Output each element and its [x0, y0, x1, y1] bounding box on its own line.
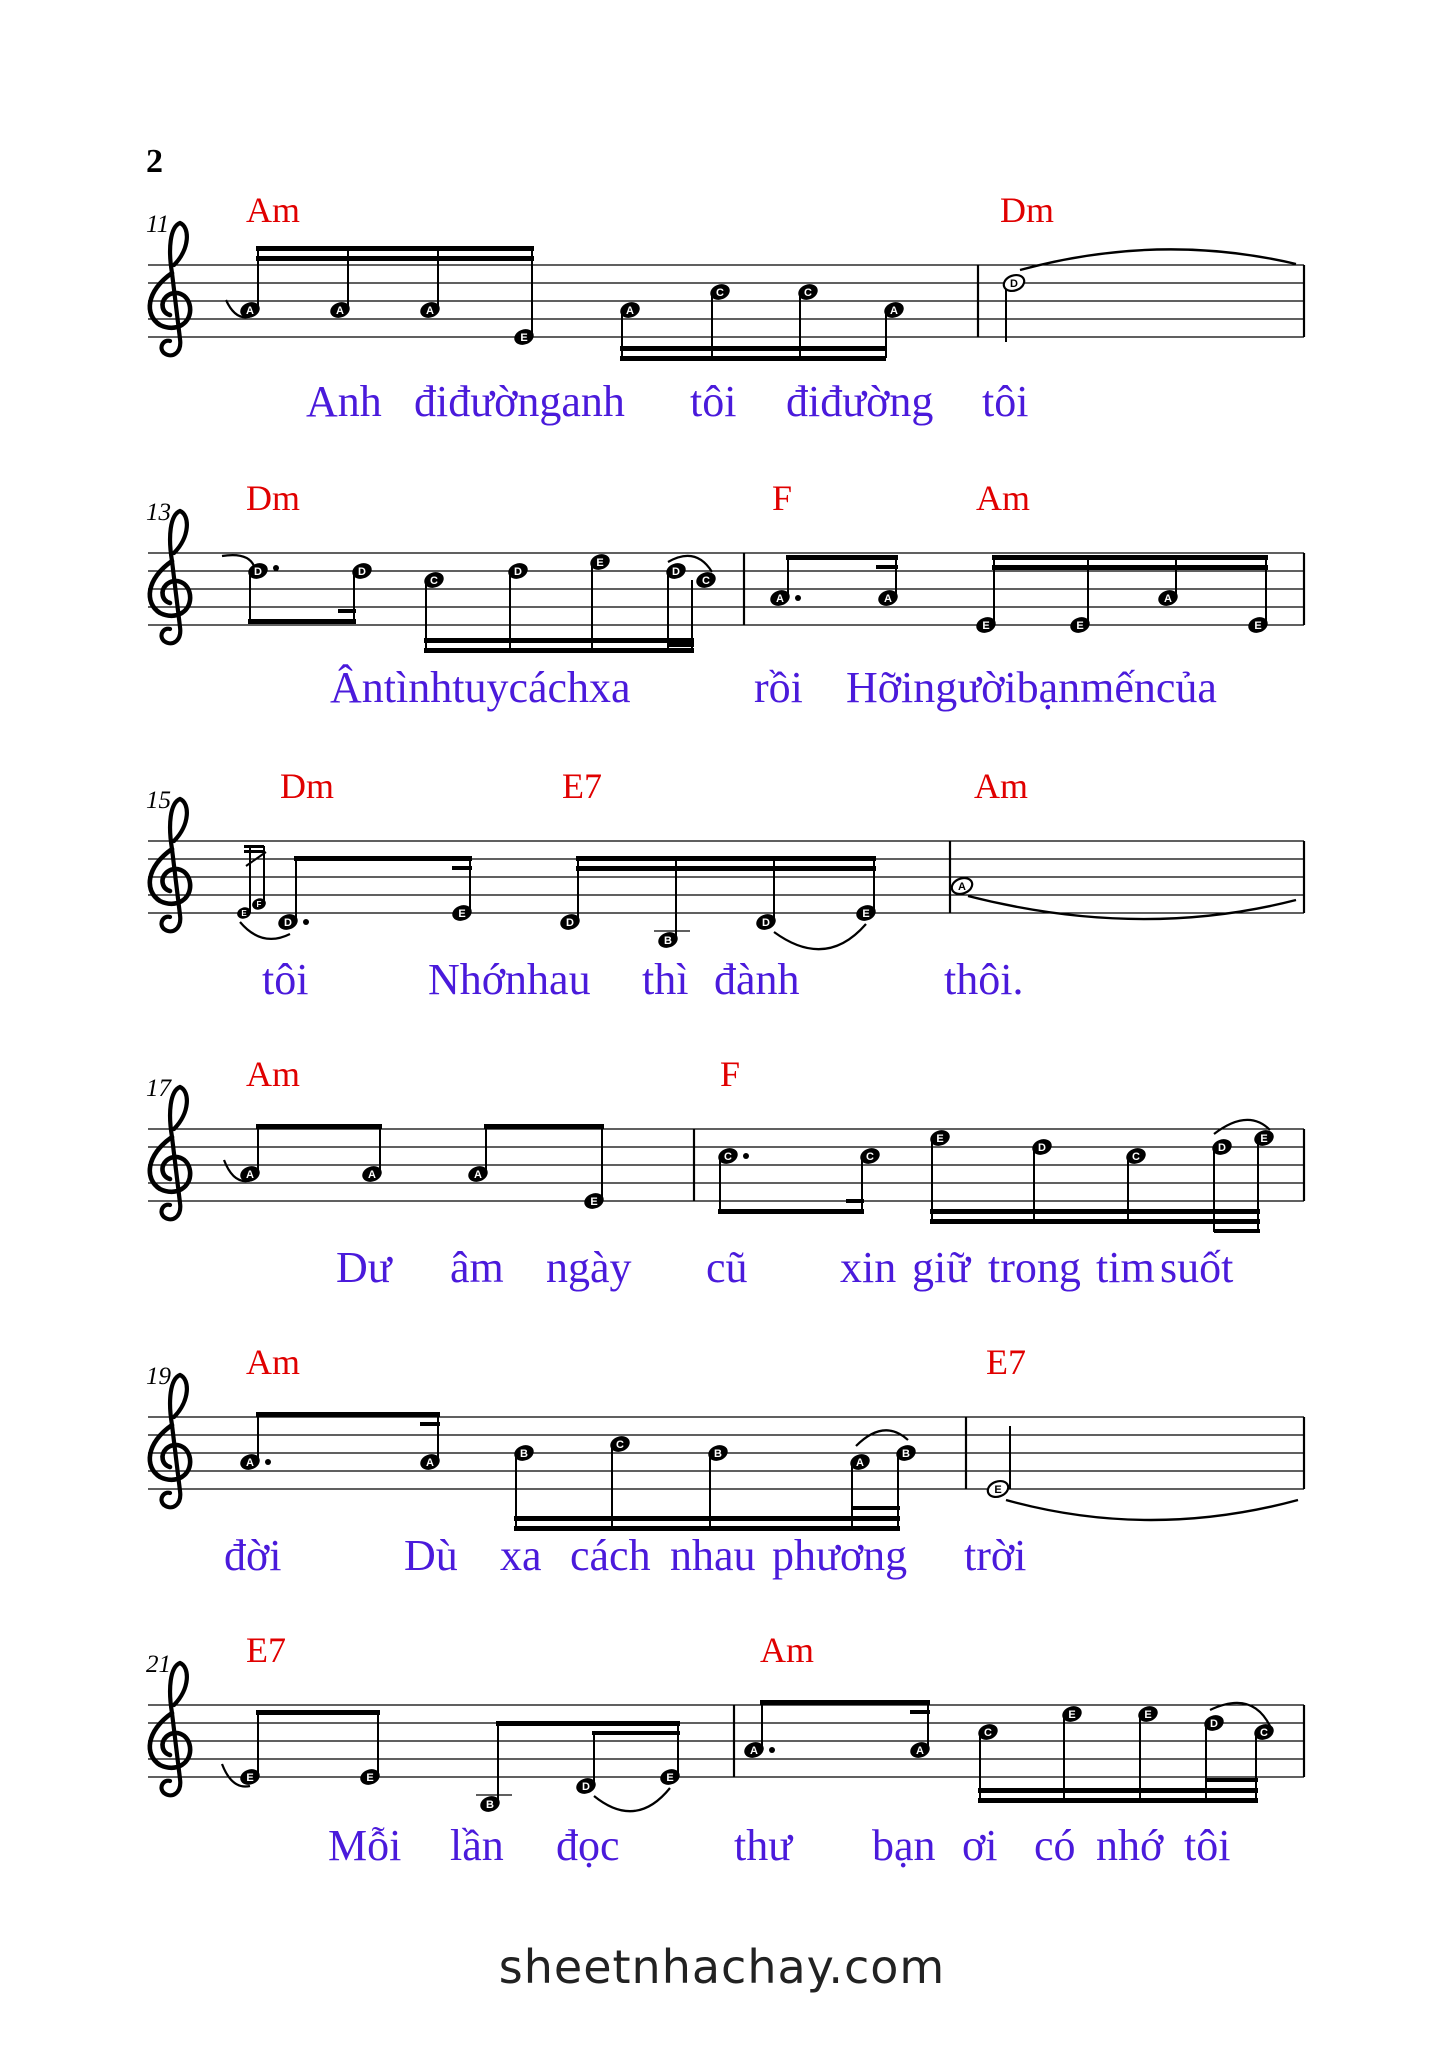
lyric: đời: [224, 1531, 282, 1580]
svg-text:E: E: [1254, 620, 1262, 632]
svg-text:E: E: [458, 908, 466, 920]
svg-text:A: A: [246, 1457, 254, 1469]
lyric: điđường: [786, 377, 934, 426]
svg-text:D: D: [762, 917, 770, 929]
staff-lines: [148, 1705, 1304, 1777]
svg-text:E: E: [246, 1772, 254, 1784]
chord-symbol: Am: [246, 190, 300, 230]
lyric: đọc: [556, 1821, 620, 1870]
chord-symbol: Am: [246, 1054, 300, 1094]
measure-number: 15: [146, 787, 171, 814]
staff-lines: [148, 265, 1304, 337]
svg-text:A: A: [750, 1745, 758, 1757]
svg-text:A: A: [890, 305, 898, 317]
svg-text:D: D: [254, 566, 262, 578]
lyric: điđườnganh: [414, 377, 625, 426]
lyric: có: [1034, 1821, 1076, 1870]
page-number: 2: [146, 143, 163, 180]
notehead: [476, 1794, 512, 1815]
svg-text:E: E: [366, 1772, 374, 1784]
lyric: Anh: [306, 377, 382, 426]
treble-clef-icon: [150, 223, 190, 355]
svg-text:E: E: [982, 620, 990, 632]
beam-group: [244, 845, 876, 871]
svg-text:C: C: [430, 575, 438, 587]
chord-symbol: E7: [562, 766, 602, 806]
svg-text:C: C: [702, 575, 710, 587]
svg-text:E: E: [1076, 620, 1084, 632]
svg-text:C: C: [616, 1439, 624, 1451]
notehead: [742, 1740, 775, 1761]
notehead: [694, 570, 718, 591]
svg-text:D: D: [1218, 1142, 1226, 1154]
chord-symbol: F: [772, 478, 793, 518]
svg-text:D: D: [672, 566, 680, 578]
svg-text:E: E: [1068, 1709, 1076, 1721]
svg-text:A: A: [336, 305, 344, 317]
measure-number: 19: [146, 1363, 171, 1390]
svg-text:E: E: [1260, 1133, 1268, 1145]
lyric: xa: [500, 1531, 542, 1580]
svg-text:E: E: [666, 1772, 674, 1784]
chord-symbol: Am: [760, 1630, 814, 1670]
measure-number: 17: [146, 1075, 171, 1102]
svg-text:D: D: [566, 917, 574, 929]
lyric: xin: [840, 1243, 897, 1292]
slur: [594, 1788, 670, 1811]
svg-text:F: F: [256, 900, 262, 909]
system-4: [146, 1054, 1304, 1292]
svg-text:E: E: [862, 908, 870, 920]
lyric: Nhớnhau: [428, 955, 591, 1004]
svg-text:A: A: [246, 1169, 254, 1181]
lyric: thôi.: [944, 955, 1024, 1004]
svg-text:A: A: [1164, 593, 1172, 605]
svg-text:D: D: [1210, 1718, 1218, 1730]
lyric: thư: [734, 1821, 793, 1870]
treble-clef-icon: [150, 1087, 190, 1219]
svg-text:E: E: [241, 909, 247, 918]
svg-text:A: A: [426, 1457, 434, 1469]
svg-text:A: A: [246, 305, 254, 317]
lyric: tôi: [262, 955, 309, 1004]
svg-text:D: D: [284, 917, 292, 929]
lyric: đành: [714, 955, 800, 1004]
staff-lines: [148, 1129, 1304, 1201]
system-3: [146, 766, 1304, 1004]
tie: [968, 896, 1296, 919]
svg-text:D: D: [1038, 1142, 1046, 1154]
chord-symbol: E7: [246, 1630, 286, 1670]
svg-text:A: A: [958, 881, 966, 893]
lyric: thì: [642, 955, 689, 1004]
svg-text:A: A: [776, 593, 784, 605]
lyric: tôi: [1184, 1821, 1231, 1870]
lyric: nhau: [670, 1531, 756, 1580]
stems: [258, 1126, 1258, 1232]
lyric: Dù: [404, 1531, 458, 1580]
measure-number: 21: [146, 1651, 171, 1678]
svg-text:B: B: [714, 1448, 722, 1460]
lyric: nhớ: [1096, 1821, 1164, 1870]
chord-symbol: F: [720, 1054, 741, 1094]
chord-symbol: Am: [976, 478, 1030, 518]
svg-text:C: C: [1260, 1727, 1268, 1739]
lyric: tôi: [690, 377, 737, 426]
notehead: [276, 912, 309, 933]
treble-clef-icon: [150, 799, 190, 931]
svg-text:E: E: [1144, 1709, 1152, 1721]
chord-symbol: Dm: [1000, 190, 1054, 230]
lyric: cách: [570, 1531, 651, 1580]
tie: [1006, 1500, 1298, 1520]
svg-text:A: A: [626, 305, 634, 317]
measure-number: 11: [146, 211, 170, 238]
lyric: trong: [988, 1243, 1081, 1292]
lyric: suốt: [1160, 1243, 1234, 1292]
lyric: trời: [964, 1531, 1027, 1580]
lyric: phương: [772, 1531, 908, 1580]
svg-text:C: C: [984, 1727, 992, 1739]
svg-text:E: E: [994, 1484, 1002, 1496]
svg-text:E: E: [520, 332, 528, 344]
lyric: tôi: [982, 377, 1029, 426]
lyric: lần: [450, 1821, 504, 1870]
notehead: [1252, 1128, 1276, 1149]
svg-text:C: C: [1132, 1151, 1140, 1163]
svg-text:C: C: [804, 287, 812, 299]
svg-text:E: E: [936, 1133, 944, 1145]
lyric: giữ: [912, 1243, 971, 1292]
beam-group: [248, 555, 1268, 653]
system-2: [146, 478, 1304, 712]
half-note: [986, 1478, 1011, 1499]
svg-text:A: A: [474, 1169, 482, 1181]
staff-lines: [148, 841, 1304, 913]
lyric: âm: [450, 1243, 504, 1292]
lyric: tim: [1096, 1243, 1155, 1292]
svg-text:C: C: [716, 287, 724, 299]
system-6: [146, 1630, 1304, 1870]
lyric: bạn: [872, 1821, 936, 1870]
beam-group: [256, 246, 886, 361]
svg-text:C: C: [724, 1151, 732, 1163]
svg-text:D: D: [1010, 278, 1018, 290]
svg-text:E: E: [596, 557, 604, 569]
svg-text:D: D: [582, 1781, 590, 1793]
svg-text:A: A: [884, 593, 892, 605]
slur: [774, 924, 866, 949]
site-watermark: sheetnhachay.com: [498, 1940, 946, 1994]
svg-text:D: D: [358, 566, 366, 578]
treble-clef-icon: [150, 1663, 190, 1795]
svg-text:A: A: [856, 1457, 864, 1469]
svg-text:C: C: [866, 1151, 874, 1163]
lyric: cũ: [706, 1243, 748, 1292]
svg-text:A: A: [916, 1745, 924, 1757]
lyric: ngày: [546, 1243, 632, 1292]
slur: [856, 1430, 908, 1446]
system-1: [146, 190, 1304, 426]
svg-text:B: B: [902, 1448, 910, 1460]
tie: [222, 555, 254, 566]
treble-clef-icon: [150, 1375, 190, 1507]
lyric: Dư: [336, 1243, 392, 1292]
lyric: rồi: [754, 663, 803, 712]
lyric: Mỗi: [328, 1821, 402, 1870]
chord-symbol: Dm: [246, 478, 300, 518]
svg-text:B: B: [486, 1799, 494, 1811]
staff-lines: [148, 553, 1304, 625]
slur: [1020, 249, 1296, 270]
chord-symbol: E7: [986, 1342, 1026, 1382]
lyric: ơi: [962, 1821, 998, 1870]
svg-text:E: E: [590, 1196, 598, 1208]
chord-symbol: Am: [974, 766, 1028, 806]
half-note: [950, 875, 975, 896]
svg-text:D: D: [514, 566, 522, 578]
notehead: [238, 1452, 271, 1473]
svg-text:A: A: [426, 305, 434, 317]
notehead: [654, 930, 690, 951]
treble-clef-icon: [150, 511, 190, 643]
notehead: [768, 588, 801, 609]
system-5: [146, 1342, 1304, 1580]
chord-symbol: Am: [246, 1342, 300, 1382]
lyric: Hỡingườibạnmếncủa: [846, 663, 1217, 712]
svg-text:B: B: [520, 1448, 528, 1460]
lyric: Ântìnhtuycáchxa: [330, 663, 631, 712]
svg-text:B: B: [664, 935, 672, 947]
svg-text:A: A: [368, 1169, 376, 1181]
measure-number: 13: [146, 499, 171, 526]
chord-symbol: Dm: [280, 766, 334, 806]
beam-group: [256, 1124, 1260, 1233]
